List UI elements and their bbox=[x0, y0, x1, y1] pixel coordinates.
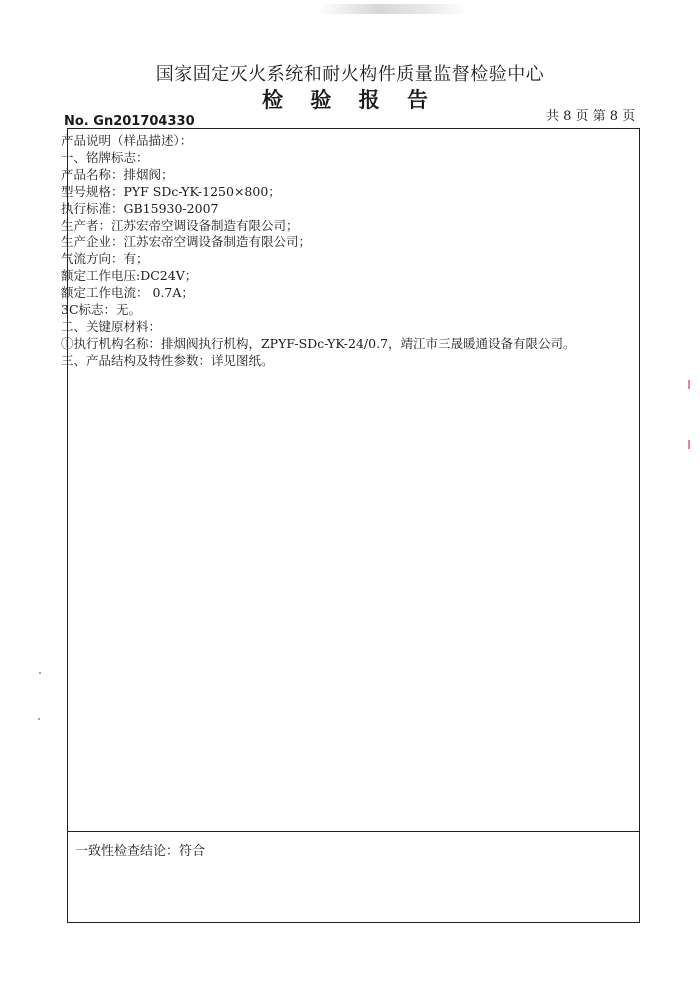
report-title: 检 验 报 告 bbox=[262, 88, 438, 112]
report-number: No. Gn201704330 bbox=[64, 114, 195, 129]
description-line: 生产企业：江苏宏帝空调设备制造有限公司； bbox=[61, 234, 312, 250]
description-line: 执行标准：GB15930-2007 bbox=[61, 200, 219, 216]
edge-stamp-mark bbox=[688, 380, 690, 389]
scan-speck bbox=[38, 718, 40, 720]
organization-name: 国家固定灭火系统和耐火构件质量监督检验中心 bbox=[155, 64, 545, 85]
scan-speck bbox=[39, 672, 41, 674]
product-description bbox=[61, 133, 636, 370]
description-line: 一、铭牌标志： bbox=[61, 149, 149, 165]
conclusion-divider bbox=[68, 831, 639, 832]
conformity-conclusion: 一致性检查结论：符合 bbox=[75, 844, 206, 859]
top-edge-stamp-mark bbox=[318, 4, 468, 14]
page-indicator: 共 8 页 第 8 页 bbox=[546, 109, 636, 124]
description-line: 型号规格：PYF SDc-YK-1250×800； bbox=[61, 183, 281, 199]
report-content-frame bbox=[61, 128, 640, 923]
description-line: 额定工作电压:DC24V； bbox=[61, 268, 198, 284]
description-line: ①执行机构名称：排烟阀执行机构，ZPYF-SDc-YK-24/0.7，靖江市三晟暖通设备有限公司。 bbox=[61, 335, 576, 351]
description-line: 产品名称：排烟阀； bbox=[61, 166, 174, 182]
description-line: 二、关键原材料： bbox=[61, 318, 162, 334]
description-line: 额定工作电流： 0.7A； bbox=[61, 285, 194, 301]
edge-stamp-mark bbox=[688, 440, 690, 449]
description-line: 产品说明（样品描述）： bbox=[61, 133, 193, 148]
description-line: 气流方向：有； bbox=[61, 251, 149, 267]
description-line: 三、产品结构及特性参数：详见图纸。 bbox=[61, 352, 274, 368]
description-line: 3C标志：无。 bbox=[61, 302, 142, 318]
description-line: 生产者：江苏宏帝空调设备制造有限公司； bbox=[61, 217, 299, 233]
